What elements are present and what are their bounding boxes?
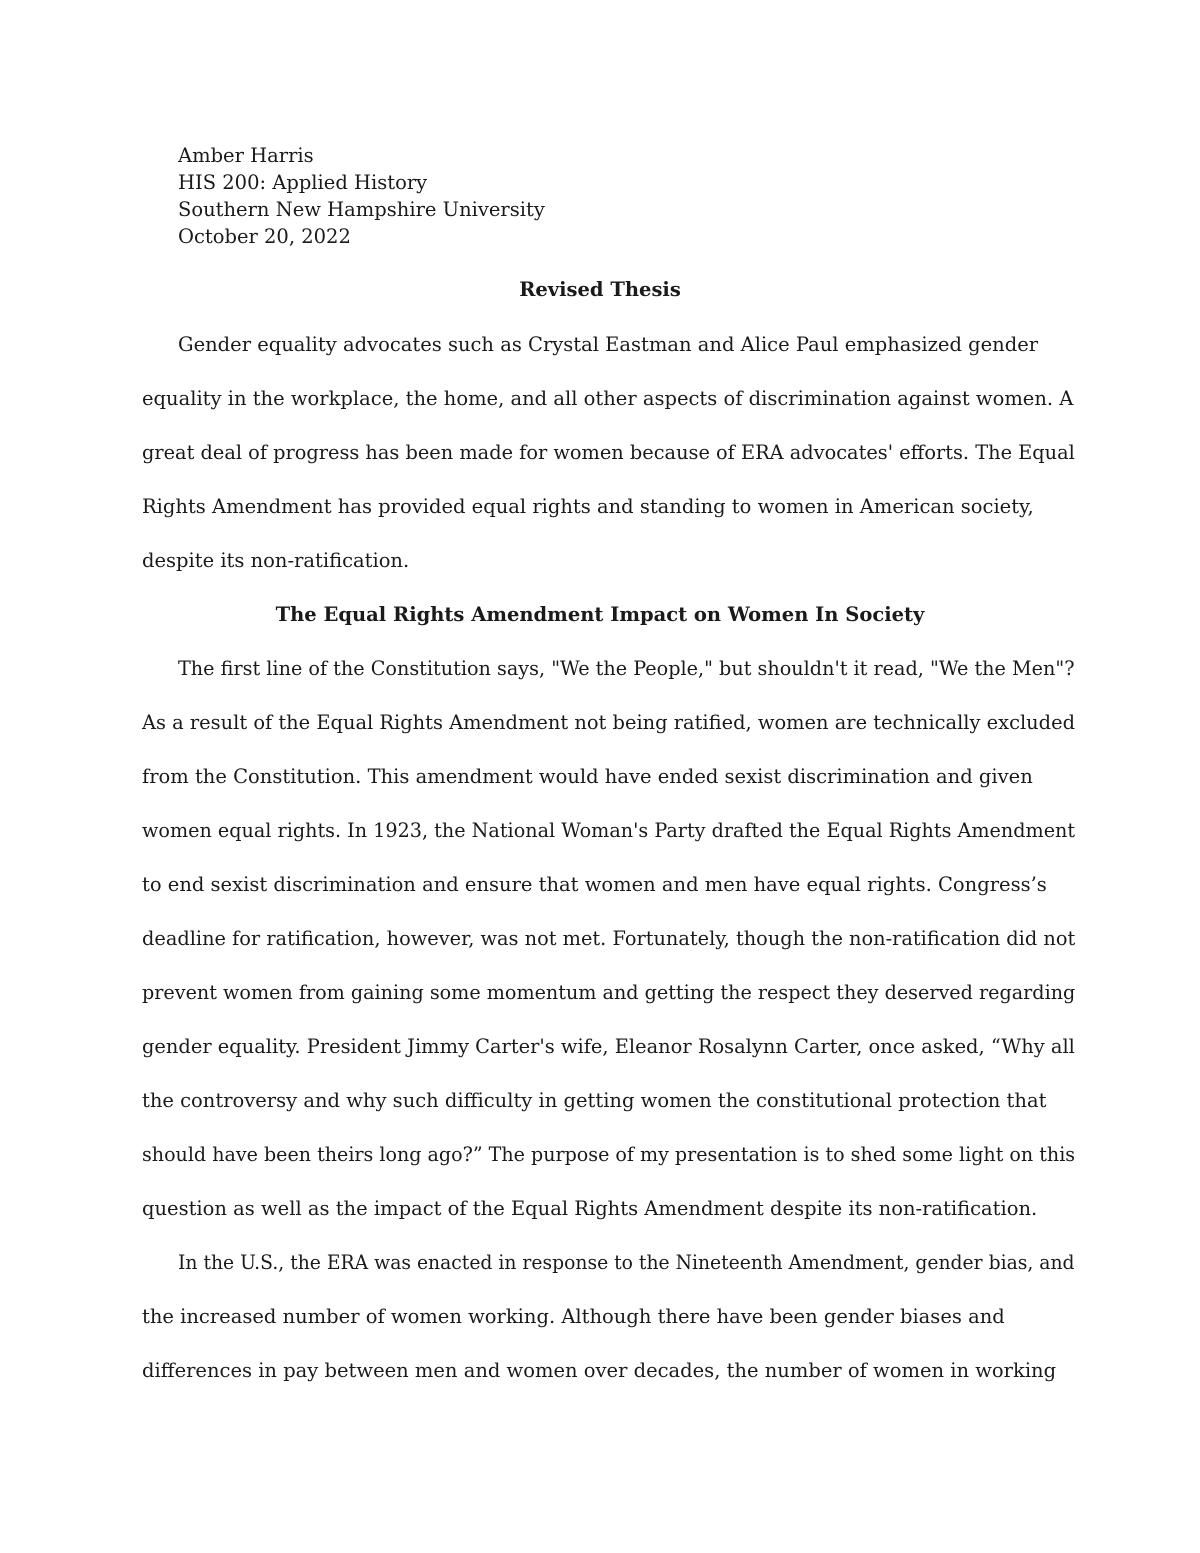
paragraph-line: deadline for ratification, however, was not met. Fortunately, though the non-ratification did not: [142, 927, 1076, 950]
paragraph-line: equality in the workplace, the home, and all other aspects of discrimination against women. A: [142, 387, 1074, 410]
author-name: Amber Harris: [178, 144, 314, 167]
paragraph-line: to end sexist discrimination and ensure that women and men have equal rights. Congress’s: [142, 873, 1047, 896]
paragraph-line: the controversy and why such difficulty in getting women the constitutional protection that: [142, 1089, 1047, 1112]
paragraph-line: the increased number of women working. Although there have been gender biases and: [142, 1305, 1005, 1328]
paragraph-line: Gender equality advocates such as Crystal Eastman and Alice Paul emphasized gender: [178, 333, 1039, 356]
document-header: [178, 142, 545, 250]
paragraph-line: prevent women from gaining some momentum and getting the respect they deserved regarding: [142, 981, 1076, 1004]
paragraph-line: question as well as the impact of the Equal Rights Amendment despite its non-ratification.: [142, 1197, 1038, 1220]
paragraph-line: great deal of progress has been made for women because of ERA advocates' efforts. The Equal: [142, 441, 1075, 464]
paragraph-line: differences in pay between men and women over decades, the number of women in working: [142, 1359, 1057, 1382]
paragraph-line: gender equality. President Jimmy Carter's wife, Eleanor Rosalynn Carter, once asked, “Why all: [142, 1035, 1075, 1058]
paragraph-line: The first line of the Constitution says, "We the People," but shouldn't it read, "We the Men"?: [178, 657, 1075, 680]
paragraph-line: from the Constitution. This amendment would have ended sexist discrimination and given: [142, 765, 1033, 788]
section-heading-era-impact: The Equal Rights Amendment Impact on Women In Society: [275, 603, 925, 626]
course-name: HIS 200: Applied History: [178, 171, 428, 194]
paragraph-line: should have been theirs long ago?” The purpose of my presentation is to shed some light on this: [142, 1143, 1076, 1166]
paragraph-line: Rights Amendment has provided equal rights and standing to women in American society,: [142, 495, 1034, 518]
paragraph-line: As a result of the Equal Rights Amendment not being ratified, women are technically excluded: [142, 711, 1076, 734]
paragraph-line: In the U.S., the ERA was enacted in response to the Nineteenth Amendment, gender bias, and: [178, 1251, 1075, 1274]
paragraph-line: women equal rights. In 1923, the National Woman's Party drafted the Equal Rights Amendment: [142, 819, 1076, 842]
document-date: October 20, 2022: [178, 225, 351, 248]
section-heading-revised-thesis: Revised Thesis: [519, 278, 681, 301]
university-name: Southern New Hampshire University: [178, 198, 545, 221]
paragraph-line: despite its non-ratification.: [142, 549, 410, 572]
